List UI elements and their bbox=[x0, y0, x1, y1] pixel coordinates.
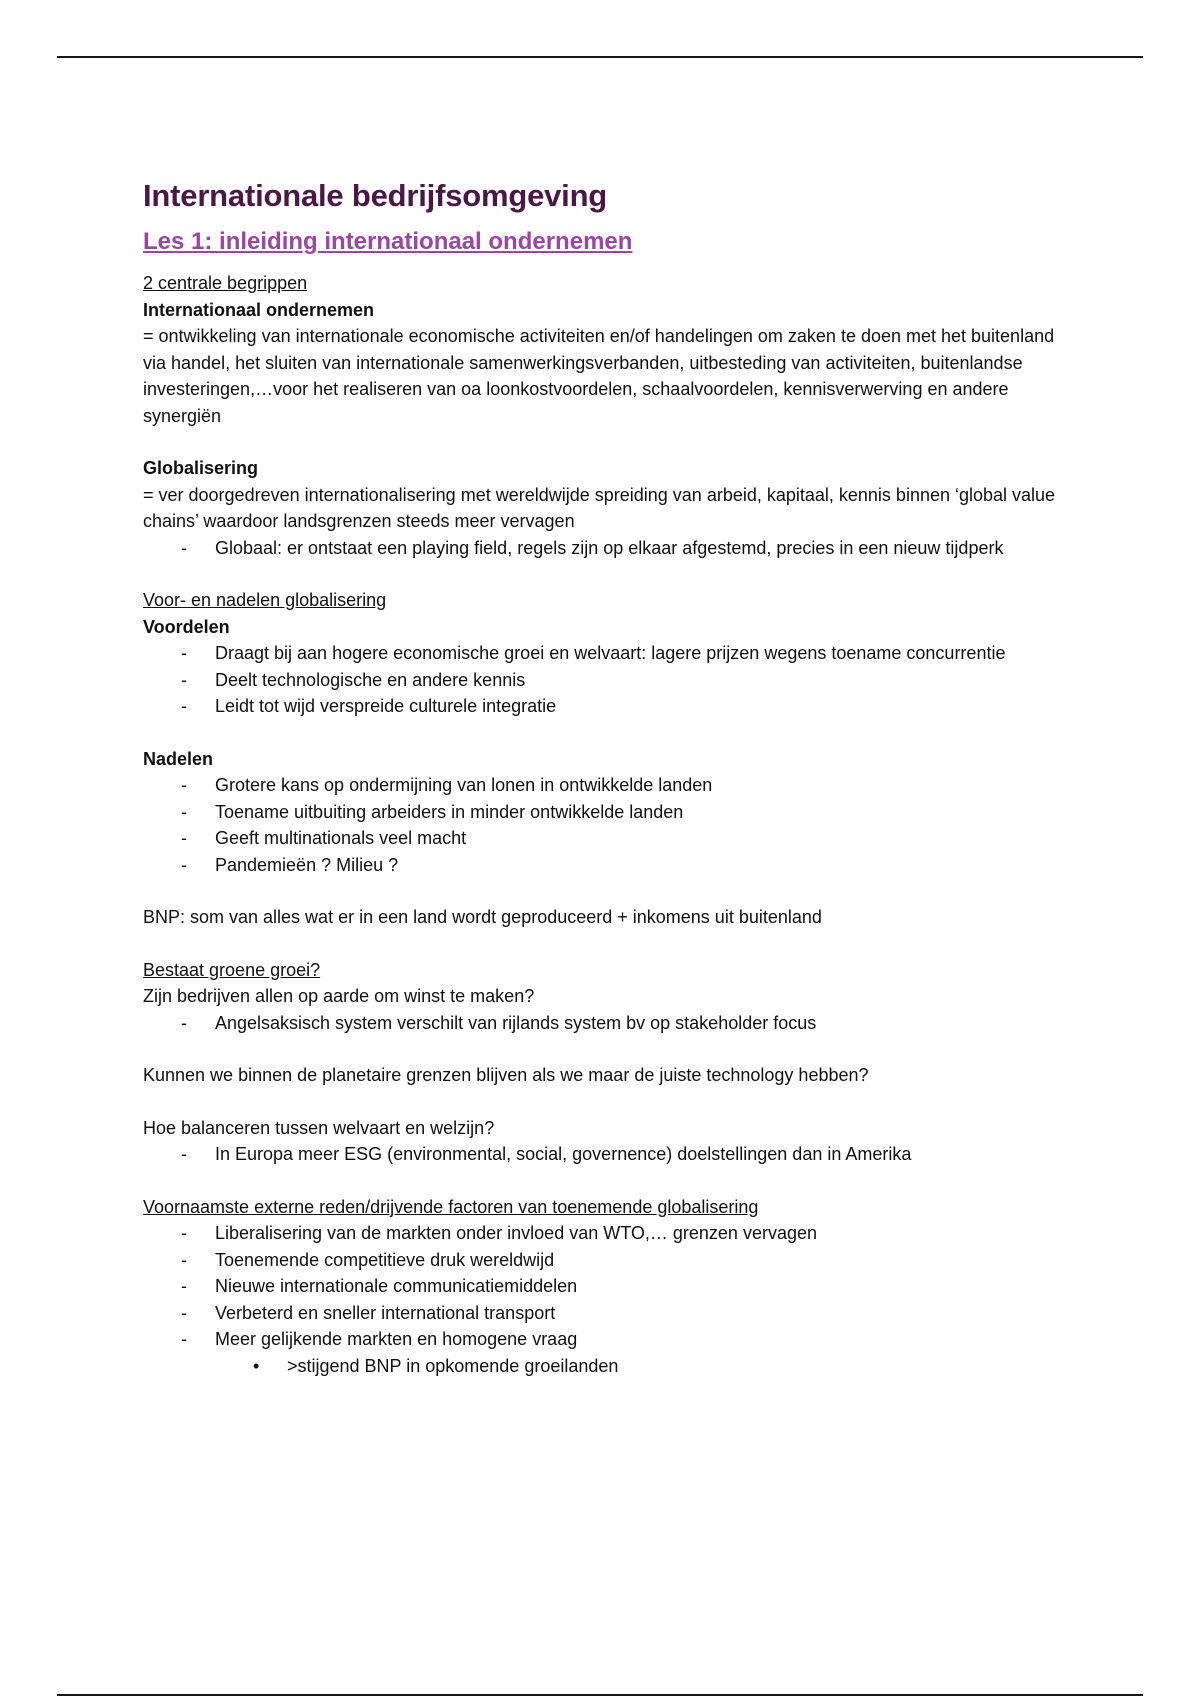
term-heading: Globalisering bbox=[143, 458, 259, 478]
list-item: - Leidt tot wijd verspreide culturele integratie bbox=[143, 693, 1063, 720]
bnp-definition: BNP: som van alles wat er in een land wordt geproduceerd + inkomens uit buitenland bbox=[143, 907, 822, 927]
list-item: - Verbeterd en sneller international transport bbox=[143, 1300, 1063, 1327]
definition-text: = ver doorgedreven internationalisering met wereldwijde spreiding van arbeid, kapitaal, kennis binnen ‘global value chains’ waardoor landsgrenzen steeds meer vervagen bbox=[143, 484, 1056, 531]
bottom-rule bbox=[57, 1694, 1143, 1696]
section-subheading: Voornaamste externe reden/drijvende factoren van toenemende globalisering bbox=[143, 1196, 759, 1217]
list-item: - Toename uitbuiting arbeiders in minder ontwikkelde landen bbox=[143, 799, 1063, 826]
list-item: - Meer gelijkende markten en homogene vraag bbox=[143, 1326, 1063, 1353]
term-heading: Internationaal ondernemen bbox=[143, 299, 375, 320]
question-text: Hoe balanceren tussen welvaart en welzijn? bbox=[143, 1117, 495, 1138]
list-item: - Draagt bij aan hogere economische groei en welvaart: lagere prijzen wegens toename concurrentie bbox=[143, 640, 1063, 667]
list-item: - Toenemende competitieve druk wereldwijd bbox=[143, 1247, 1063, 1274]
list-item: - Pandemieën ? Milieu ? bbox=[143, 852, 1063, 879]
document-page bbox=[143, 170, 1063, 1379]
pros-list bbox=[143, 640, 1063, 720]
list-item: • >stijgend BNP in opkomende groeilanden bbox=[143, 1353, 1063, 1380]
sub-bullet-list bbox=[143, 1353, 1063, 1380]
bullet-list bbox=[143, 535, 1063, 562]
cons-heading: Nadelen bbox=[143, 748, 214, 769]
document-title: Internationale bedrijfsomgeving bbox=[143, 178, 608, 213]
list-item: - Geeft multinationals veel macht bbox=[143, 825, 1063, 852]
list-item: - Deelt technologische en andere kennis bbox=[143, 667, 1063, 694]
top-rule bbox=[57, 56, 1143, 58]
bullet-list bbox=[143, 1010, 1063, 1037]
cons-list bbox=[143, 772, 1063, 878]
section-subheading: Bestaat groene groei? bbox=[143, 959, 321, 980]
list-item: - Grotere kans op ondermijning van lonen in ontwikkelde landen bbox=[143, 772, 1063, 799]
pros-heading: Voordelen bbox=[143, 616, 230, 637]
section-subheading: 2 centrale begrippen bbox=[143, 273, 308, 293]
list-item: - Globaal: er ontstaat een playing field, regels zijn op elkaar afgestemd, precies in een nieuw tijdperk bbox=[143, 535, 1063, 562]
list-item: - In Europa meer ESG (environmental, social, governence) doelstellingen dan in Amerika bbox=[143, 1141, 1063, 1168]
bullet-list bbox=[143, 1141, 1063, 1168]
lesson-heading: Les 1: inleiding internationaal ondernemen bbox=[143, 228, 633, 255]
list-item: - Liberalisering van de markten onder invloed van WTO,… grenzen vervagen bbox=[143, 1220, 1063, 1247]
question-text: Kunnen we binnen de planetaire grenzen blijven als we maar de juiste technology hebben? bbox=[143, 1065, 869, 1085]
drivers-list bbox=[143, 1220, 1063, 1353]
section-subheading: Voor- en nadelen globalisering bbox=[143, 590, 387, 610]
question-text: Zijn bedrijven allen op aarde om winst te maken? bbox=[143, 986, 535, 1006]
definition-text: = ontwikkeling van internationale economische activiteiten en/of handelingen om zaken te doen met het buitenland via handel, het sluiten van internationale samenwerkingsverbanden, uitbesteding van activiteiten, buitenlandse investeringen,…voor het realiseren van oa loonkostvoordelen, schaalvoordelen, kennisverwerving en andere synergiën bbox=[143, 326, 1055, 426]
list-item: - Angelsaksisch system verschilt van rijlands system bv op stakeholder focus bbox=[143, 1010, 1063, 1037]
list-item: - Nieuwe internationale communicatiemiddelen bbox=[143, 1273, 1063, 1300]
